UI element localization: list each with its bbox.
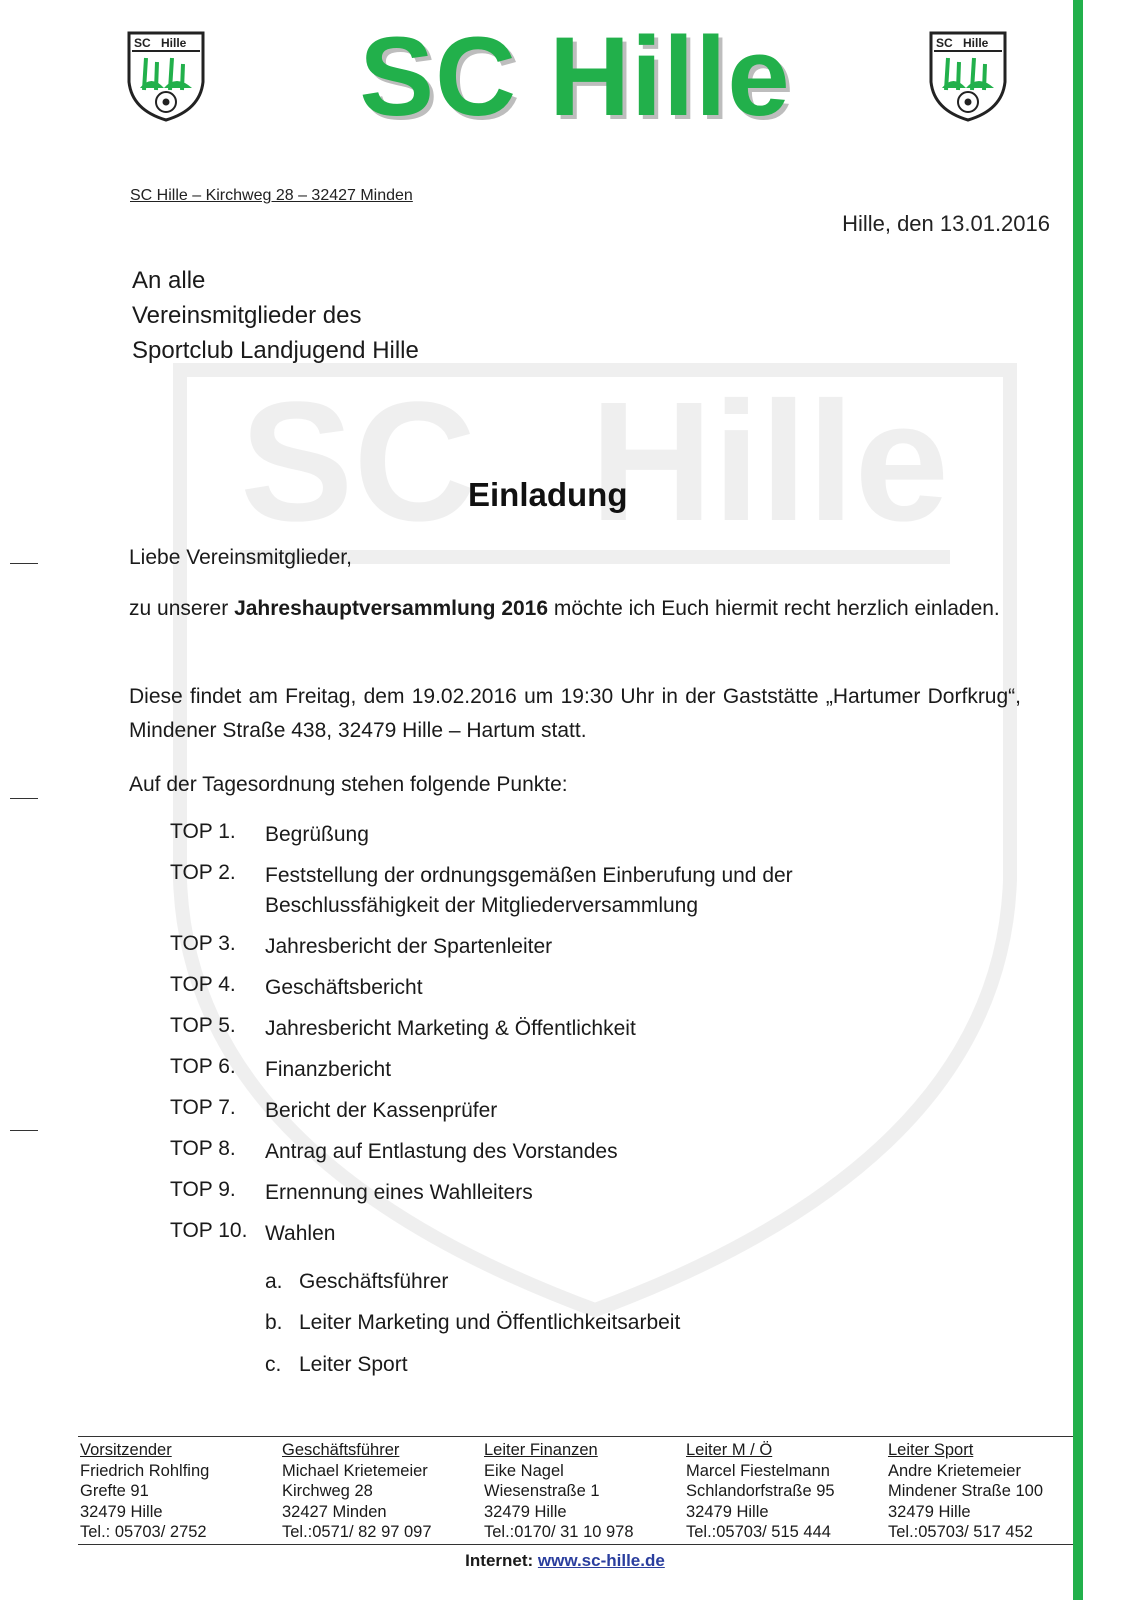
footer-role: Vorsitzender xyxy=(80,1441,172,1459)
sub-item-text: Leiter Marketing und Öffentlichkeitsarbeit xyxy=(299,1311,681,1334)
recipient-line: Sportclub Landjugend Hille xyxy=(132,337,419,364)
agenda-text: Bericht der Kassenprüfer xyxy=(265,1099,498,1122)
agenda-number: TOP 1. xyxy=(170,820,236,843)
agenda-item xyxy=(170,1096,865,1126)
meeting-name: Jahreshauptversammlung 2016 xyxy=(234,597,549,620)
agenda-item xyxy=(170,1219,865,1249)
agenda-text: Feststellung der ordnungsgemäßen Einberufung und der Beschlussfähigkeit der Mitgliederversammlung xyxy=(265,864,793,917)
footer-role: Geschäftsführer xyxy=(282,1441,400,1459)
footer-role: Leiter Sport xyxy=(888,1441,974,1459)
agenda-number: TOP 6. xyxy=(170,1055,236,1078)
fold-mark xyxy=(10,563,38,564)
footer-divider xyxy=(78,1544,1073,1545)
footer-city: 32479 Hille xyxy=(80,1502,163,1521)
svg-text:SC: SC xyxy=(240,367,477,557)
agenda-text: Begrüßung xyxy=(265,823,369,846)
footer-phone: Tel.:0571/ 82 97 097 xyxy=(282,1523,432,1541)
agenda-item xyxy=(170,1178,865,1208)
svg-text:SC: SC xyxy=(134,36,151,50)
footer-column xyxy=(888,1440,1090,1543)
footer-city: 32427 Minden xyxy=(282,1502,387,1521)
recipient-line: An alle xyxy=(132,267,206,294)
agenda-number: TOP 8. xyxy=(170,1137,236,1160)
footer-street: Wiesenstraße 1 xyxy=(484,1482,600,1500)
club-crest-logo-left xyxy=(126,30,206,122)
paragraph-text: möchte ich Euch hiermit recht herzlich einladen. xyxy=(548,597,1000,620)
sender-address-line: SC Hille – Kirchweg 28 – 32427 Minden xyxy=(130,187,413,204)
footer-column xyxy=(282,1440,484,1543)
footer-contacts xyxy=(80,1440,1090,1543)
paragraph-date-location: Diese findet am Freitag, dem 19.02.2016 um 19:30 Uhr in der Gaststätte „Hartumer Dorfkrug“, Mindener Straße 438, 32479 Hille – Hartum statt. xyxy=(129,685,1021,742)
sub-item-letter: b. xyxy=(265,1311,283,1334)
agenda-number: TOP 2. xyxy=(170,861,236,884)
footer-column xyxy=(80,1440,282,1543)
svg-text:SC: SC xyxy=(936,36,953,50)
election-sub-item xyxy=(265,1270,448,1294)
website-link[interactable]: www.sc-hille.de xyxy=(537,1551,665,1570)
footer-city: 32479 Hille xyxy=(686,1502,769,1521)
agenda-number: TOP 4. xyxy=(170,973,236,996)
footer-internet xyxy=(0,1551,1130,1571)
club-crest-logo-right xyxy=(928,30,1008,122)
footer-street: Kirchweg 28 xyxy=(282,1482,373,1500)
fold-mark xyxy=(10,1130,38,1131)
footer-name: Michael Krietemeier xyxy=(282,1461,428,1480)
recipient-block xyxy=(132,263,419,368)
agenda-item xyxy=(170,820,865,850)
footer-divider xyxy=(78,1436,1073,1437)
footer-name: Eike Nagel xyxy=(484,1461,564,1480)
agenda-number: TOP 5. xyxy=(170,1014,236,1037)
fold-mark xyxy=(10,798,38,799)
footer-column xyxy=(686,1440,888,1543)
agenda-item xyxy=(170,861,865,921)
paragraph-invitation xyxy=(129,592,1021,626)
agenda-text: Jahresbericht Marketing & Öffentlichkeit xyxy=(265,1017,636,1040)
agenda-item xyxy=(170,1055,865,1085)
letter-date: Hille, den 13.01.2016 xyxy=(842,211,1050,236)
sub-item-letter: a. xyxy=(265,1270,283,1293)
salutation: Liebe Vereinsmitglieder, xyxy=(129,546,352,569)
letter-title: Einladung xyxy=(468,476,628,513)
agenda-text: Ernennung eines Wahlleiters xyxy=(265,1181,533,1204)
agenda-text: Jahresbericht der Spartenleiter xyxy=(265,935,553,958)
agenda-item xyxy=(170,1137,865,1167)
footer-city: 32479 Hille xyxy=(888,1502,971,1521)
brand-title: SC Hille xyxy=(359,14,791,139)
agenda-item xyxy=(170,973,865,1003)
election-sub-item xyxy=(265,1353,408,1377)
agenda-text: Geschäftsbericht xyxy=(265,976,423,999)
footer-street: Mindener Straße 100 xyxy=(888,1482,1044,1500)
agenda-item xyxy=(170,932,865,962)
paragraph-text: zu unserer xyxy=(129,597,235,620)
paragraph-agenda-intro: Auf der Tagesordnung stehen folgende Punkte: xyxy=(129,773,568,796)
footer-column xyxy=(484,1440,686,1543)
recipient-line: Vereinsmitglieder des xyxy=(132,302,362,329)
footer-street: Schlandorfstraße 95 xyxy=(686,1482,835,1500)
agenda-item xyxy=(170,1014,865,1044)
agenda-text: Antrag auf Entlastung des Vorstandes xyxy=(265,1140,618,1163)
agenda-text: Finanzbericht xyxy=(265,1058,392,1081)
footer-role: Leiter Finanzen xyxy=(484,1441,598,1459)
agenda-text: Wahlen xyxy=(265,1222,336,1245)
agenda-number: TOP 9. xyxy=(170,1178,236,1201)
footer-city: 32479 Hille xyxy=(484,1502,567,1521)
svg-text:Hille: Hille xyxy=(963,36,989,50)
internet-label: Internet: xyxy=(465,1551,534,1570)
sub-item-text: Leiter Sport xyxy=(299,1353,408,1376)
footer-street: Grefte 91 xyxy=(80,1482,149,1500)
footer-phone: Tel.: 05703/ 2752 xyxy=(80,1523,207,1541)
svg-text:Hille: Hille xyxy=(590,367,950,557)
agenda-list xyxy=(170,820,865,1249)
svg-text:Hille: Hille xyxy=(161,36,187,50)
agenda-number: TOP 7. xyxy=(170,1096,236,1119)
footer-phone: Tel.:0170/ 31 10 978 xyxy=(484,1523,634,1541)
footer-phone: Tel.:05703/ 515 444 xyxy=(686,1523,831,1541)
sub-item-letter: c. xyxy=(265,1353,282,1376)
agenda-number: TOP 10. xyxy=(170,1219,248,1242)
footer-role: Leiter M / Ö xyxy=(686,1441,773,1459)
footer-name: Andre Krietemeier xyxy=(888,1461,1021,1480)
sub-item-text: Geschäftsführer xyxy=(299,1270,449,1293)
footer-name: Friedrich Rohlfing xyxy=(80,1461,210,1480)
footer-phone: Tel.:05703/ 517 452 xyxy=(888,1523,1033,1541)
election-sub-item xyxy=(265,1311,680,1335)
footer-name: Marcel Fiestelmann xyxy=(686,1461,830,1480)
agenda-number: TOP 3. xyxy=(170,932,236,955)
green-side-rule xyxy=(1073,0,1083,1600)
